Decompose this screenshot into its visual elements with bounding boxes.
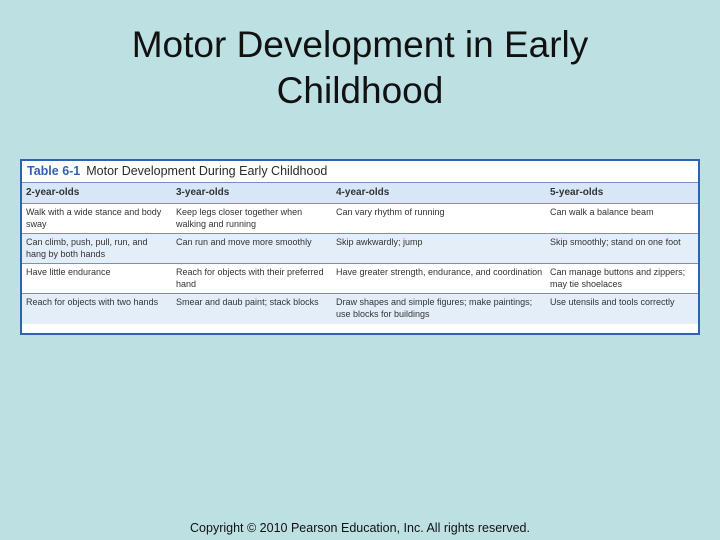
column-header: 3-year-olds bbox=[172, 183, 332, 204]
header-row bbox=[22, 183, 698, 204]
table-cell: Can walk a balance beam bbox=[546, 204, 698, 234]
table-cell: Smear and daub paint; stack blocks bbox=[172, 294, 332, 324]
table-row bbox=[22, 204, 698, 234]
table-cell: Draw shapes and simple figures; make paintings; use blocks for buildings bbox=[332, 294, 546, 324]
table-cell: Use utensils and tools correctly bbox=[546, 294, 698, 324]
table-caption bbox=[22, 161, 698, 183]
column-header: 4-year-olds bbox=[332, 183, 546, 204]
table-cell: Can run and move more smoothly bbox=[172, 234, 332, 264]
table-cell: Reach for objects with their preferred hand bbox=[172, 264, 332, 294]
table-cell: Skip smoothly; stand on one foot bbox=[546, 234, 698, 264]
table-row bbox=[22, 294, 698, 324]
table-cell: Can manage buttons and zippers; may tie shoelaces bbox=[546, 264, 698, 294]
table-cell: Can vary rhythm of running bbox=[332, 204, 546, 234]
copyright-notice: Copyright © 2010 Pearson Education, Inc. All rights reserved. bbox=[190, 521, 530, 535]
table-cell: Have greater strength, endurance, and coordination bbox=[332, 264, 546, 294]
table-row bbox=[22, 264, 698, 294]
table-cell: Walk with a wide stance and body sway bbox=[22, 204, 172, 234]
data-table bbox=[22, 183, 698, 324]
table-number: Table 6-1 bbox=[27, 164, 81, 178]
motor-development-table bbox=[20, 159, 700, 335]
column-header: 2-year-olds bbox=[22, 183, 172, 204]
table-row bbox=[22, 234, 698, 264]
table-cell: Skip awkwardly; jump bbox=[332, 234, 546, 264]
slide-title: Motor Development in Early Childhood bbox=[131, 24, 589, 111]
table-cell: Keep legs closer together when walking and running bbox=[172, 204, 332, 234]
table-caption-text: Motor Development During Early Childhood bbox=[86, 164, 328, 178]
table-cell: Have little endurance bbox=[22, 264, 172, 294]
table-cell: Can climb, push, pull, run, and hang by both hands bbox=[22, 234, 172, 264]
column-header: 5-year-olds bbox=[546, 183, 698, 204]
table-cell: Reach for objects with two hands bbox=[22, 294, 172, 324]
